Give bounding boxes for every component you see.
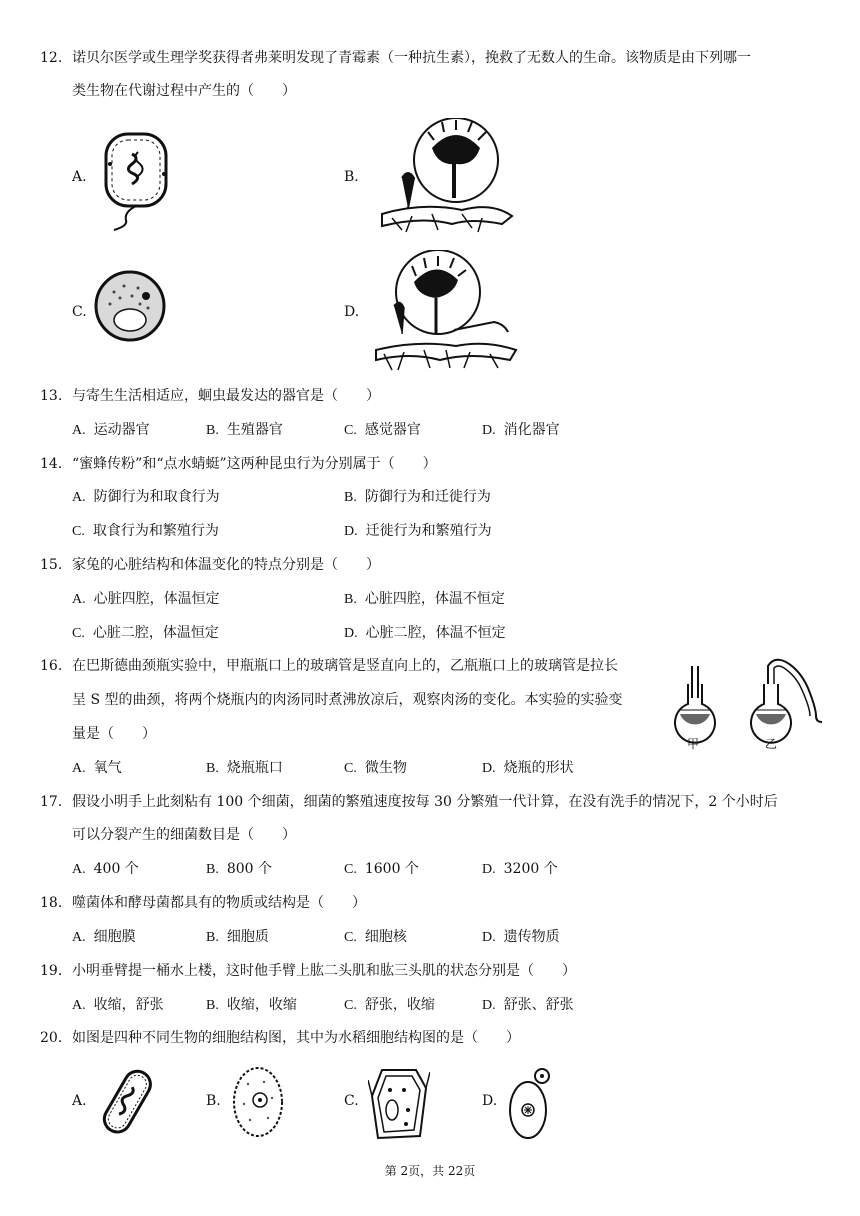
question-number: 15. — [40, 557, 63, 573]
option-b: B. 防御行为和迁徙行为 — [344, 489, 491, 505]
option-a: A. 细胞膜 — [72, 929, 136, 945]
option-a: A. 防御行为和取食行为 — [72, 489, 220, 505]
option-d: D. 3200 个 — [482, 861, 558, 877]
option-a: A. 收缩，舒张 — [72, 997, 164, 1013]
mold-icon — [370, 250, 520, 374]
option-d: D. 心脏二腔，体温不恒定 — [344, 625, 506, 641]
question-number: 18. — [40, 895, 63, 911]
question-number: 16. — [40, 658, 63, 674]
question-stem: 小明垂臂提一桶水上楼，这时他手臂上肱二头肌和肱三头肌的状态分别是（ ） — [72, 963, 576, 979]
option-c: C. 取食行为和繁殖行为 — [72, 523, 219, 539]
question-stem: 在巴斯德曲颈瓶实验中，甲瓶瓶口上的玻璃管是竖直向上的，乙瓶瓶口上的玻璃管是拉长 — [72, 658, 618, 674]
plant-cell-icon — [368, 1066, 430, 1142]
option-a: A. 心脏四腔，体温恒定 — [72, 591, 220, 607]
option-c: C. 感觉器官 — [344, 422, 421, 438]
straight-neck-flask-icon — [675, 666, 715, 743]
animal-cell-icon — [228, 1064, 288, 1140]
option-c: C. 微生物 — [344, 760, 407, 776]
option-b: B. 细胞质 — [206, 929, 269, 945]
option-label-b: B. — [206, 1093, 221, 1109]
s-neck-flask-icon — [751, 660, 822, 743]
option-label-d: D. — [482, 1093, 498, 1109]
option-label-c: C. — [344, 1093, 359, 1109]
option-a: A. 运动器官 — [72, 422, 150, 438]
option-d: D. 消化器官 — [482, 422, 560, 438]
option-a: A. 氧气 — [72, 760, 122, 776]
question-stem-continued: 类生物在代谢过程中产生的（ ） — [72, 83, 296, 99]
yeast-cell-budding-icon — [506, 1062, 556, 1142]
question-stem: 诺贝尔医学或生理学奖获得者弗莱明发现了青霉素（一种抗生素），挽救了无数人的生命。该物质是由下列哪一 — [72, 50, 751, 66]
page-footer: 第 2页，共 22页 — [384, 1164, 476, 1178]
question-stem-continued: 呈 S 型的曲颈，将两个烧瓶内的肉汤同时煮沸放凉后，观察肉汤的变化。本实验的实验变 — [72, 692, 623, 708]
question-stem: 噬菌体和酵母菌都具有的物质或结构是（ ） — [72, 895, 366, 911]
option-d: D. 烧瓶的形状 — [482, 760, 574, 776]
flask-label-yi: 乙 — [765, 737, 778, 751]
option-d: D. 遗传物质 — [482, 929, 560, 945]
question-stem-continued: 可以分裂产生的细菌数目是（ ） — [72, 827, 296, 843]
bacterium-cell-icon — [98, 1064, 154, 1140]
option-b: B. 收缩，收缩 — [206, 997, 297, 1013]
question-stem: 家兔的心脏结构和体温变化的特点分别是（ ） — [72, 557, 380, 573]
question-number: 17. — [40, 794, 63, 810]
option-label-a: A. — [72, 1093, 87, 1109]
question-stem: 假设小明手上此刻粘有 100 个细菌，细菌的繁殖速度按每 30 分繁殖一代计算，在没有洗手的情况下，2 个小时后 — [72, 794, 778, 810]
option-c: C. 1600 个 — [344, 861, 419, 877]
option-c: C. 舒张，收缩 — [344, 997, 435, 1013]
option-b: B. 800 个 — [206, 861, 273, 877]
option-c: C. 细胞核 — [344, 929, 407, 945]
option-d: D. 迁徙行为和繁殖行为 — [344, 523, 492, 539]
option-c: C. 心脏二腔，体温恒定 — [72, 625, 219, 641]
question-stem-continued: 量是（ ） — [72, 726, 156, 742]
question-stem: 如图是四种不同生物的细胞结构图，其中为水稻细胞结构图的是（ ） — [72, 1030, 520, 1046]
option-b: B. 心脏四腔，体温不恒定 — [344, 591, 505, 607]
option-label-c: C. — [72, 304, 87, 320]
option-a: A. 400 个 — [72, 861, 139, 877]
bacterium-icon — [98, 124, 178, 234]
yeast-cell-icon — [92, 268, 172, 348]
option-d: D. 舒张、舒张 — [482, 997, 574, 1013]
option-b: B. 生殖器官 — [206, 422, 283, 438]
question-number: 20. — [40, 1030, 63, 1046]
flask-label-jia: 甲 — [687, 737, 700, 751]
option-b: B. 烧瓶瓶口 — [206, 760, 283, 776]
question-number: 19. — [40, 963, 63, 979]
option-label-a: A. — [72, 169, 87, 185]
option-label-d: D. — [344, 304, 360, 320]
question-stem: 与寄生生活相适应，蛔虫最发达的器官是（ ） — [72, 388, 380, 404]
option-label-b: B. — [344, 169, 359, 185]
question-number: 14. — [40, 456, 63, 472]
question-number: 12. — [40, 50, 63, 66]
question-stem: “蜜蜂传粉”和“点水蜻蜓”这两种昆虫行为分别属于（ ） — [72, 456, 437, 472]
penicillium-icon — [372, 118, 522, 238]
question-number: 13. — [40, 388, 63, 404]
